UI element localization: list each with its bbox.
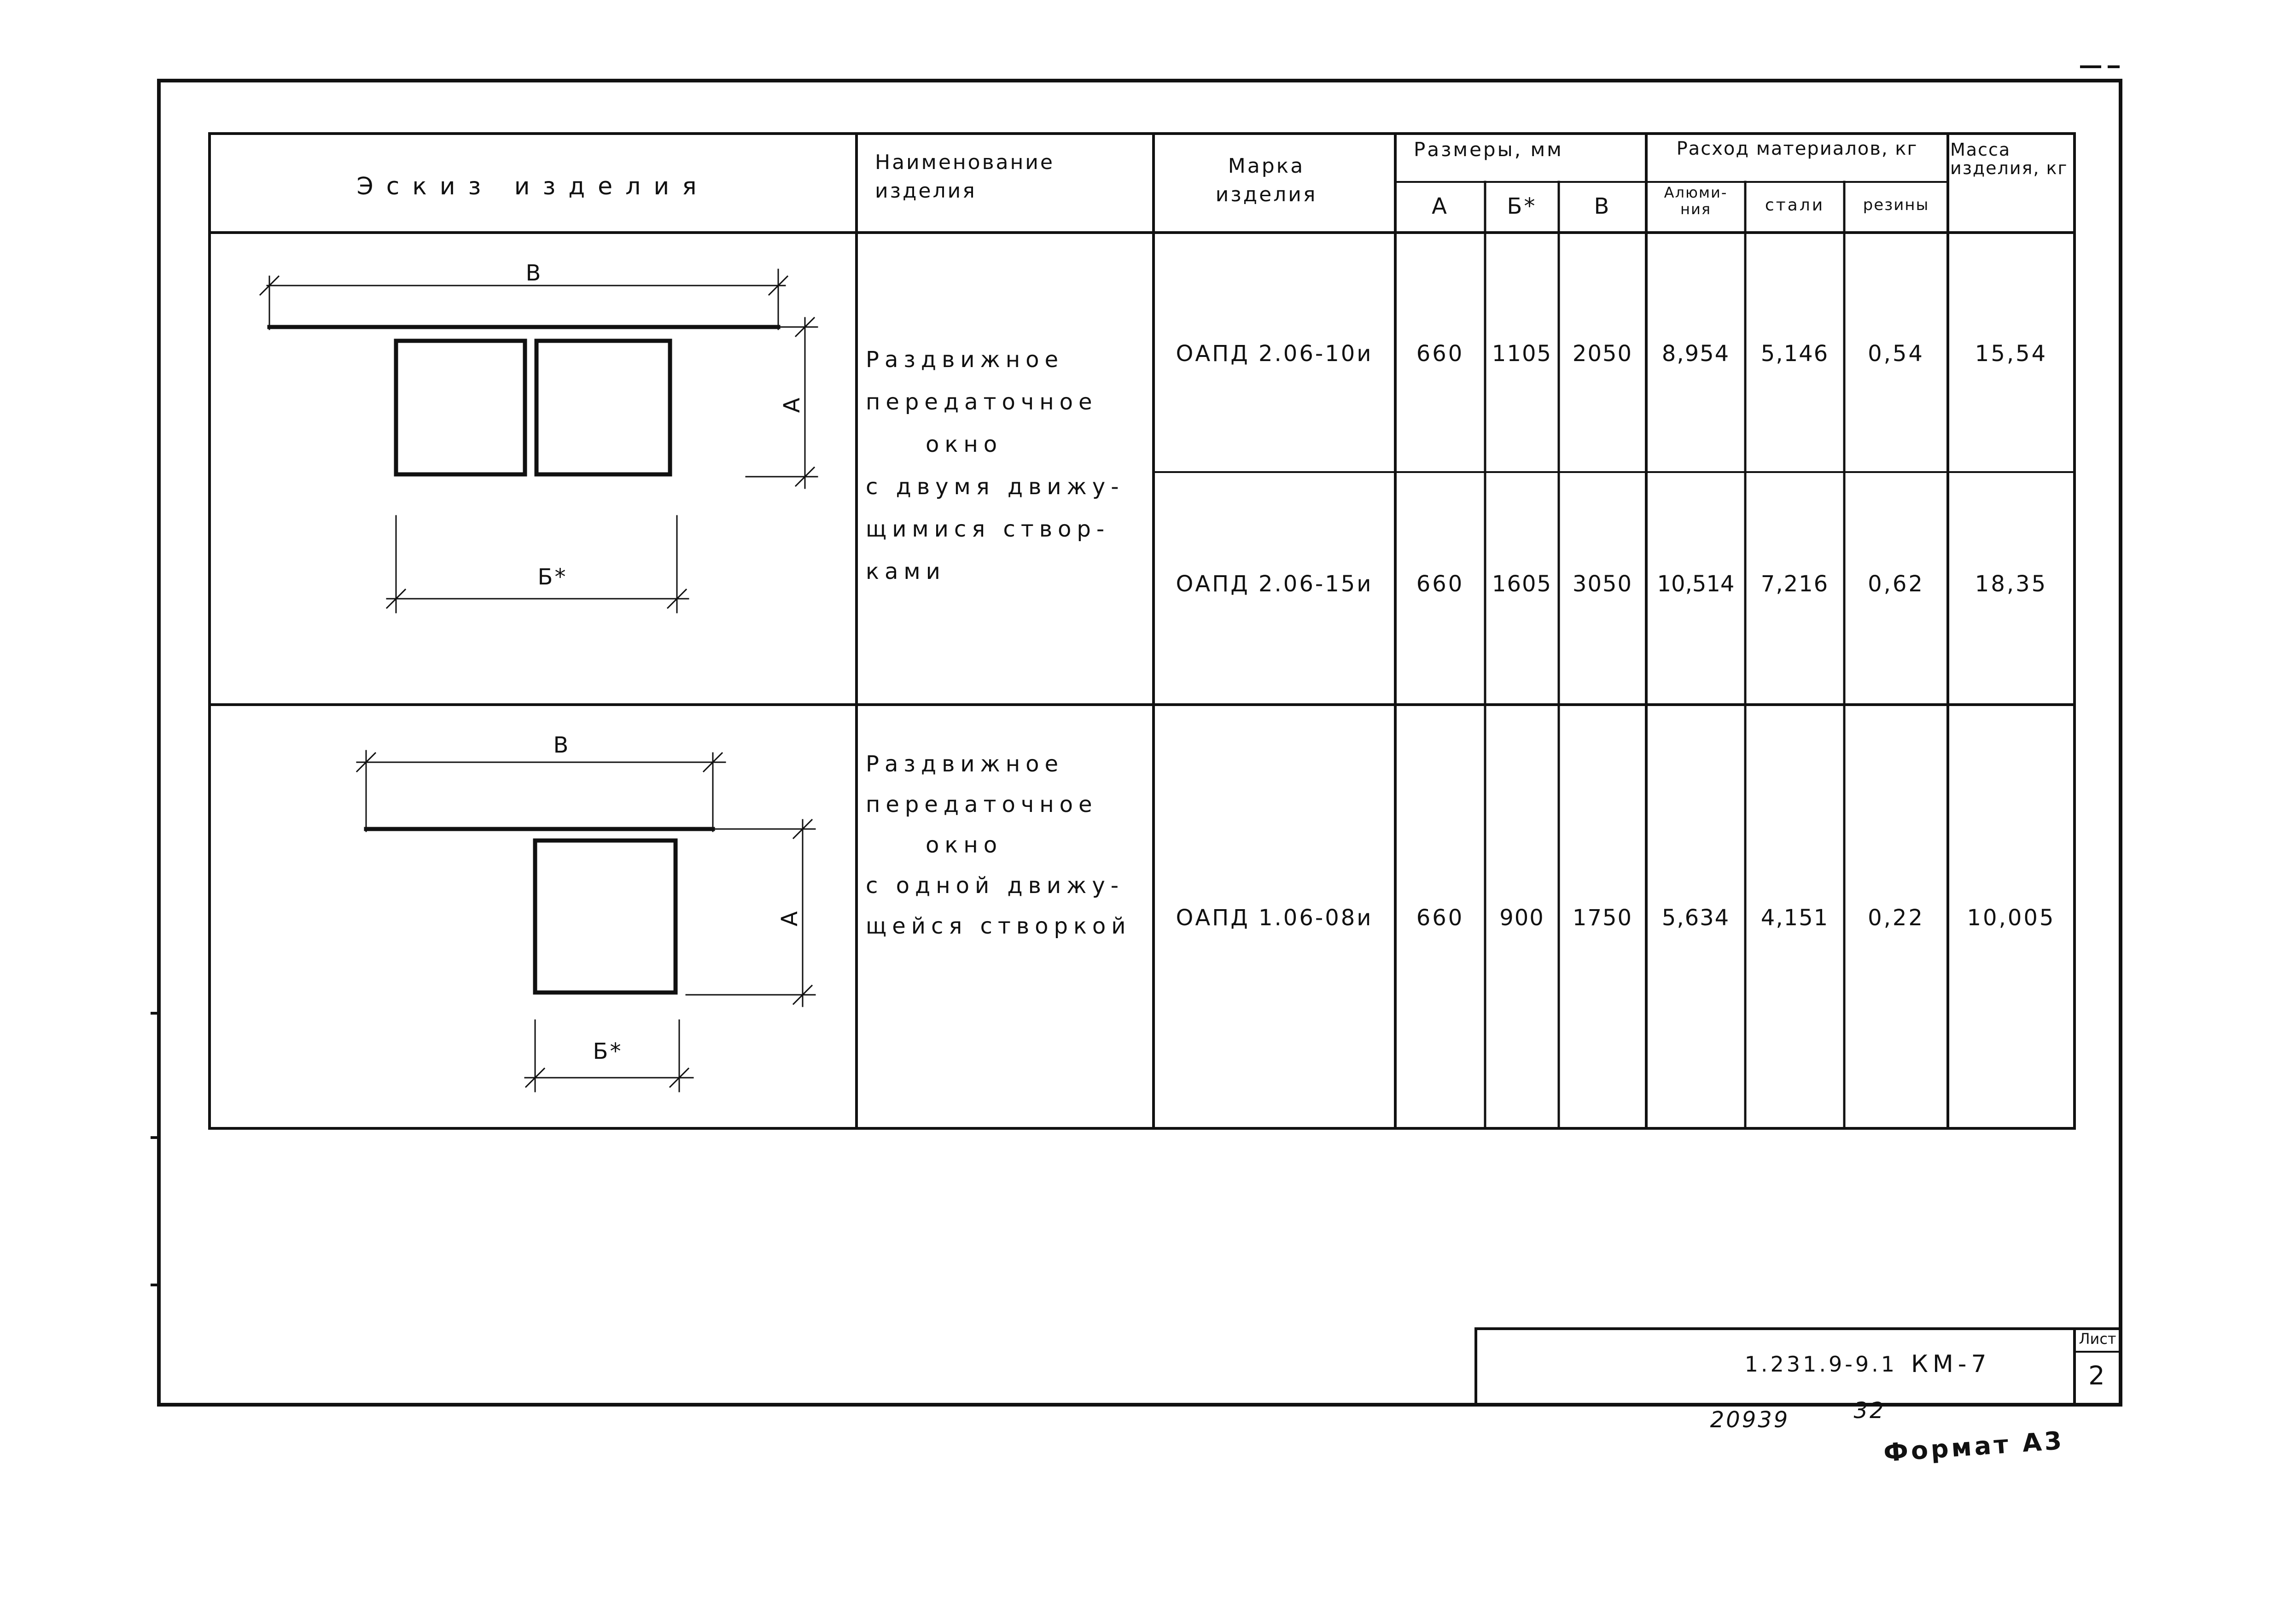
- group2-name-line: передаточное: [866, 792, 1098, 817]
- row-dim-b: 900: [1499, 905, 1544, 931]
- title-code: 1.231.9-9.1: [1744, 1352, 1897, 1377]
- sketch2-label-v: В: [553, 732, 571, 758]
- group1-name-line: ками: [866, 559, 946, 584]
- group1-name-line: с двумя движу-: [866, 474, 1125, 500]
- header-dim-v: В: [1594, 193, 1611, 219]
- row-steel: 7,216: [1760, 571, 1829, 597]
- group1-name-line: окно: [926, 432, 1003, 457]
- row-rubber: 0,54: [1868, 341, 1924, 367]
- row-dim-v: 1750: [1572, 905, 1633, 931]
- header-dim-b: Б*: [1507, 193, 1537, 219]
- sketch2-label-b: Б*: [593, 1039, 623, 1064]
- sketch1-label-b: Б*: [537, 564, 568, 590]
- inventory-number: 20939: [1710, 1407, 1790, 1433]
- row-rubber: 0,22: [1868, 905, 1924, 931]
- row-mass: 18,35: [1975, 571, 2048, 597]
- copy-number: 32: [1853, 1398, 1886, 1424]
- format-note: Формат А3: [1882, 1425, 2066, 1468]
- sheet-number: 2: [2088, 1361, 2107, 1391]
- group1-name-line: Раздвижное: [866, 347, 1064, 373]
- group2-name-line: щейся створкой: [866, 913, 1131, 939]
- header-dim-a: А: [1432, 193, 1449, 219]
- row-dim-v: 2050: [1572, 341, 1633, 367]
- row-aluminum: 10,514: [1657, 571, 1735, 597]
- group1-name: [866, 339, 1151, 593]
- row-dim-b: 1105: [1492, 341, 1552, 367]
- row-steel: 5,146: [1760, 341, 1829, 367]
- sheet-label: Лист: [2079, 1330, 2116, 1348]
- row-mark: ОАПД 2.06-15и: [1176, 571, 1373, 597]
- sketch1-label-v: В: [525, 260, 543, 286]
- group2-name-line: окно: [926, 832, 1003, 858]
- row-mass: 10,005: [1967, 905, 2056, 931]
- header-materials: Расход материалов, кг: [1676, 138, 1918, 159]
- row-mark: ОАПД 1.06-08и: [1176, 905, 1373, 931]
- sketch-two-sashes: [260, 269, 817, 613]
- drawing-frame: [159, 81, 2121, 1405]
- row-dim-a: 660: [1416, 571, 1464, 597]
- group2-name-line: Раздвижное: [866, 751, 1064, 777]
- row-rubber: 0,62: [1868, 571, 1924, 597]
- row-dim-a: 660: [1416, 341, 1464, 367]
- header-dims: Размеры, мм: [1414, 138, 1563, 161]
- group1-name-line: щимися створ-: [866, 516, 1110, 542]
- group1-name-line: передаточное: [866, 389, 1098, 415]
- table-frame: [210, 134, 2075, 1128]
- row-dim-a: 660: [1416, 905, 1464, 931]
- header-rubber: резины: [1863, 196, 1929, 214]
- header-name: Наименование изделия: [875, 151, 1055, 203]
- row-mass: 15,54: [1975, 341, 2048, 367]
- header-aluminum: Алюми- ния: [1664, 184, 1728, 218]
- sketch1-label-a: А: [779, 396, 805, 413]
- group2-name: [866, 744, 1151, 946]
- row-dim-v: 3050: [1572, 571, 1633, 597]
- header-mark: Марка изделия: [1215, 154, 1317, 206]
- group2-name-line: с одной движу-: [866, 873, 1125, 899]
- title-doc: КМ-7: [1911, 1350, 1991, 1378]
- row-mark: ОАПД 2.06-10и: [1176, 341, 1373, 367]
- row-dim-b: 1605: [1492, 571, 1552, 597]
- header-mass: Масса изделия, кг: [1950, 140, 2068, 178]
- row-aluminum: 5,634: [1661, 905, 1730, 931]
- header-sketch: Эскиз изделия: [356, 173, 710, 200]
- sketch2-label-a: А: [777, 909, 803, 927]
- row-steel: 4,151: [1760, 905, 1829, 931]
- header-steel: стали: [1765, 196, 1825, 215]
- row-aluminum: 8,954: [1661, 341, 1730, 367]
